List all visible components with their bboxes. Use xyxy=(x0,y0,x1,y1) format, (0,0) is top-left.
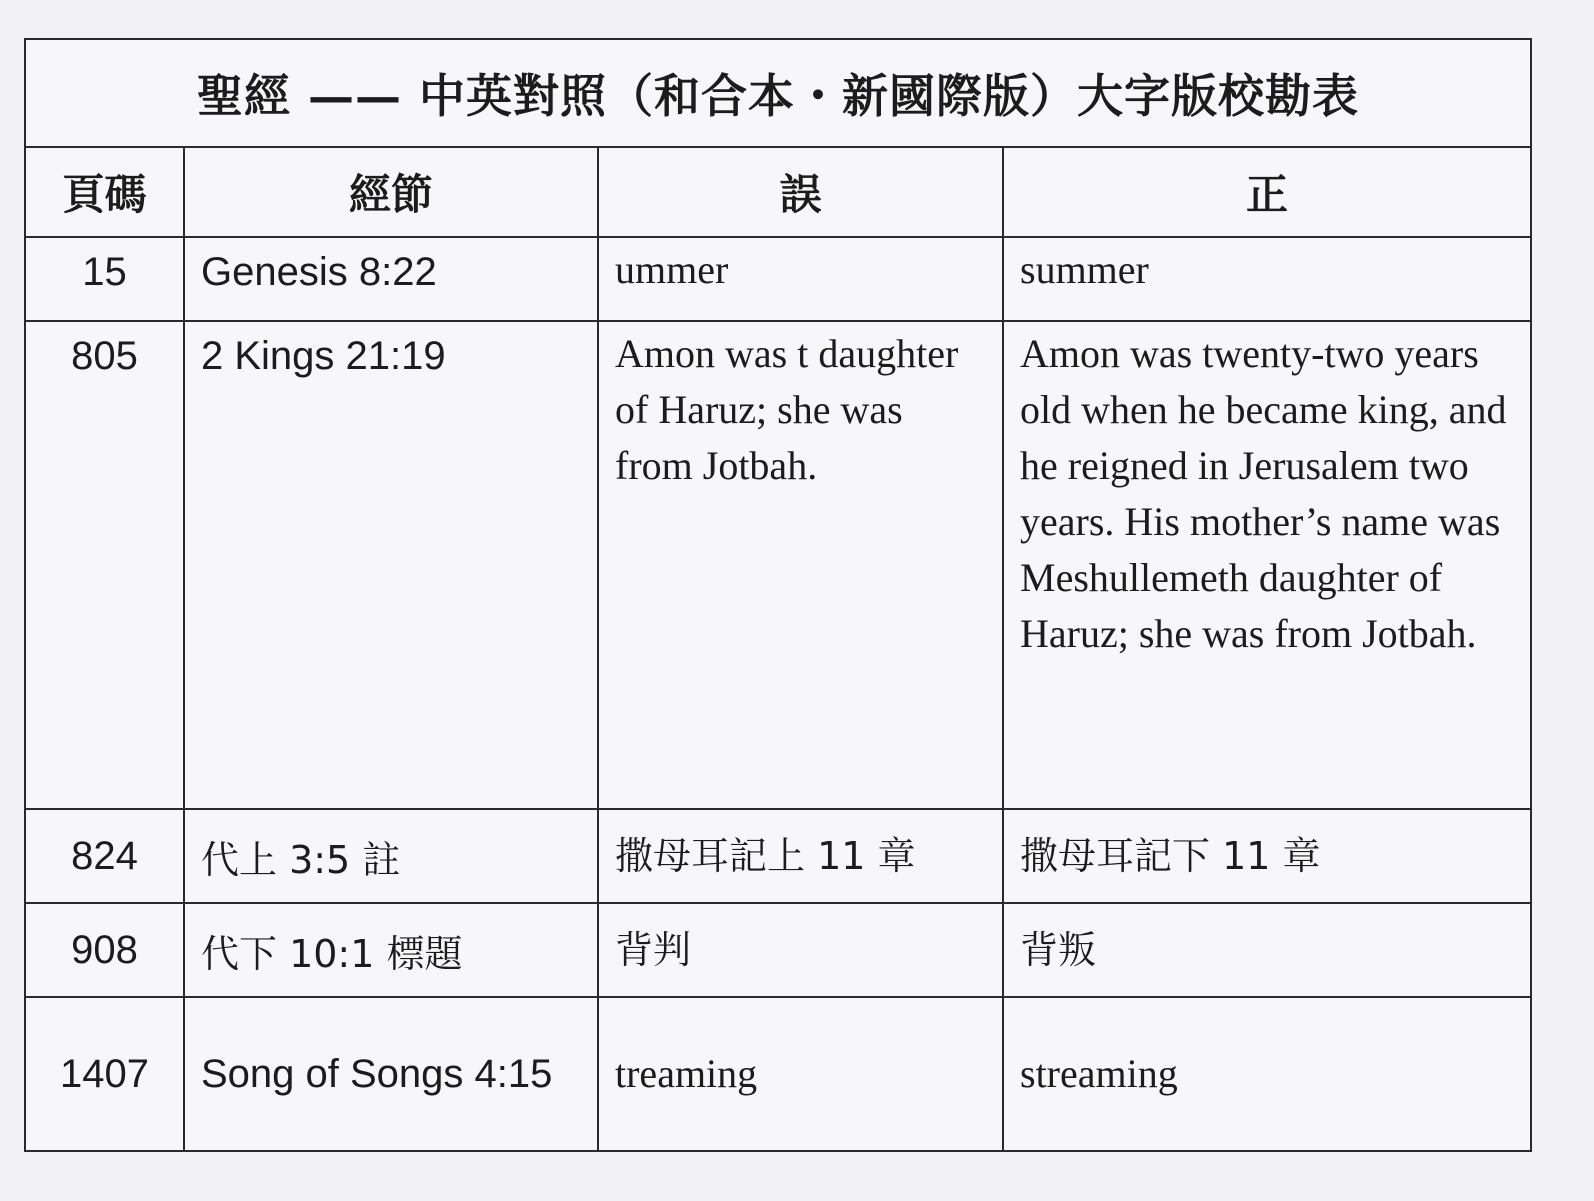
correct-text-cell: summer xyxy=(1003,237,1531,321)
table-row xyxy=(25,809,1531,903)
table-row xyxy=(25,997,1531,1151)
wrong-text-cell: Amon was t daughter of Haruz; she was from Jotbah. xyxy=(598,321,1003,809)
correct-text-cell: 背叛 xyxy=(1003,903,1531,997)
page-number-cell: 824 xyxy=(25,809,184,903)
page-number-cell: 908 xyxy=(25,903,184,997)
verse-cell: 2 Kings 21:19 xyxy=(184,321,598,809)
correct-text-cell: 撒母耳記下 11 章 xyxy=(1003,809,1531,903)
correct-text-cell: Amon was twenty-two years old when he became king, and he reigned in Jerusalem two years. His mother’s name was Meshullemeth daughter of Haruz; she was from Jotbah. xyxy=(1003,321,1531,809)
header-row xyxy=(25,147,1531,237)
wrong-text-cell: 撒母耳記上 11 章 xyxy=(598,809,1003,903)
table-title: 聖經 —— 中英對照（和合本・新國際版）大字版校勘表 xyxy=(25,39,1531,147)
page-number-cell: 805 xyxy=(25,321,184,809)
verse-cell: 代下 10:1 標題 xyxy=(184,903,598,997)
wrong-text-cell: ummer xyxy=(598,237,1003,321)
table-row xyxy=(25,903,1531,997)
page-number-cell: 1407 xyxy=(25,997,184,1151)
page-number-cell: 15 xyxy=(25,237,184,321)
table-row xyxy=(25,321,1531,809)
header-correct: 正 xyxy=(1003,147,1531,237)
verse-cell: Genesis 8:22 xyxy=(184,237,598,321)
header-page: 頁碼 xyxy=(25,147,184,237)
verse-cell: 代上 3:5 註 xyxy=(184,809,598,903)
header-verse: 經節 xyxy=(184,147,598,237)
title-row xyxy=(25,39,1531,147)
header-wrong: 誤 xyxy=(598,147,1003,237)
correct-text-cell: streaming xyxy=(1003,997,1531,1151)
wrong-text-cell: 背判 xyxy=(598,903,1003,997)
table-row xyxy=(25,237,1531,321)
verse-cell: Song of Songs 4:15 xyxy=(184,997,598,1151)
wrong-text-cell: treaming xyxy=(598,997,1003,1151)
errata-table xyxy=(24,38,1532,1152)
